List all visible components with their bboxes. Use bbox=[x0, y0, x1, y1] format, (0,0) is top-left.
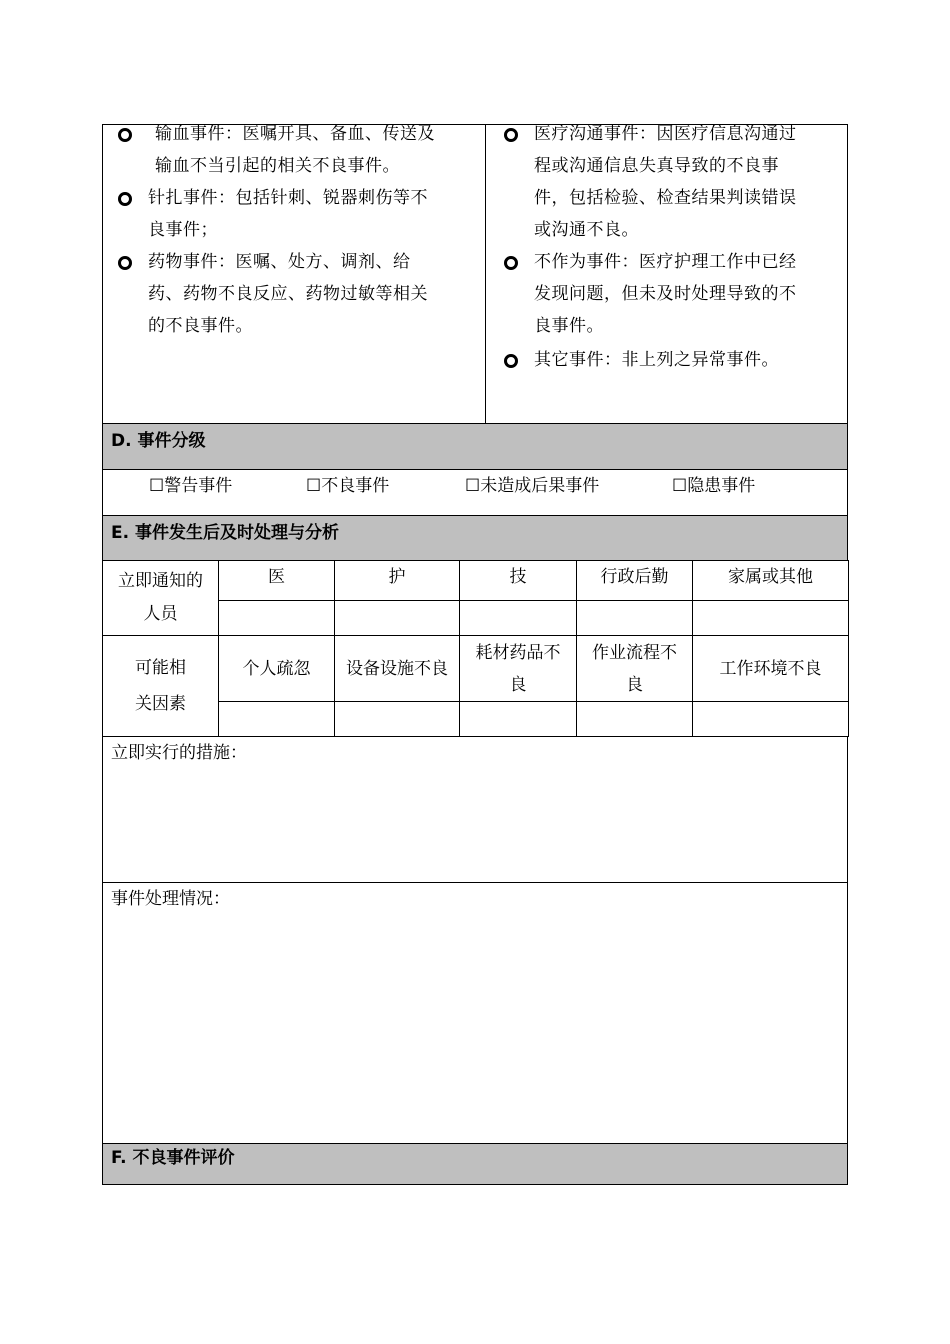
notify-cell-nurse[interactable] bbox=[335, 601, 460, 636]
checkbox-hidden-danger-event[interactable]: ☐隐患事件 bbox=[672, 476, 756, 496]
factor-header-materials: 耗材药品不良 bbox=[460, 636, 577, 702]
section-e-title: E. 事件发生后及时处理与分析 bbox=[111, 523, 339, 543]
notify-header-nurse: 护 bbox=[335, 561, 460, 601]
factor-cell-equipment[interactable] bbox=[335, 702, 460, 737]
factor-label: 可能相关因素 bbox=[103, 636, 219, 737]
checkbox-adverse-event[interactable]: ☐不良事件 bbox=[306, 476, 390, 496]
notify-header-technician: 技 bbox=[460, 561, 577, 601]
notify-header-family: 家属或其他 bbox=[693, 561, 849, 601]
notify-cell-doctor[interactable] bbox=[219, 601, 335, 636]
measures-area[interactable] bbox=[102, 736, 848, 883]
factor-cell-environment[interactable] bbox=[693, 702, 849, 737]
checkbox-warning-event[interactable]: ☐警告事件 bbox=[149, 476, 233, 496]
bullet-icon bbox=[118, 128, 132, 142]
factor-cell-process[interactable] bbox=[577, 702, 693, 737]
checkbox-no-consequence-event[interactable]: ☐未造成后果事件 bbox=[465, 476, 600, 496]
section-f-title: F. 不良事件评价 bbox=[111, 1148, 235, 1168]
handling-label: 事件处理情况： bbox=[111, 889, 230, 909]
factor-header-equipment: 设备设施不良 bbox=[335, 636, 460, 702]
analysis-table bbox=[102, 560, 849, 737]
bullet-icon bbox=[118, 256, 132, 270]
section-d-title: D. 事件分级 bbox=[111, 431, 206, 451]
factor-cell-materials[interactable] bbox=[460, 702, 577, 737]
notify-cell-technician[interactable] bbox=[460, 601, 577, 636]
factor-cell-personal[interactable] bbox=[219, 702, 335, 737]
bullet-text: 针扎事件：包括针刺、锐器刺伤等不 良事件； bbox=[148, 188, 428, 240]
factor-header-environment: 工作环境不良 bbox=[693, 636, 849, 702]
event-level-row bbox=[102, 470, 848, 516]
factor-header-personal: 个人疏忽 bbox=[219, 636, 335, 702]
factor-header-process: 作业流程不良 bbox=[577, 636, 693, 702]
section-e-header bbox=[102, 515, 848, 561]
section-f-header bbox=[102, 1143, 848, 1185]
bullet-icon bbox=[504, 128, 518, 142]
notify-cell-family[interactable] bbox=[693, 601, 849, 636]
notify-cell-admin[interactable] bbox=[577, 601, 693, 636]
bullet-text: 其它事件：非上列之异常事件。 bbox=[534, 350, 779, 370]
bullet-text: 输血事件：医嘱开具、备血、传送及 输血不当引起的相关不良事件。 bbox=[155, 124, 435, 176]
measures-label: 立即实行的措施： bbox=[111, 743, 247, 763]
bullet-text: 药物事件：医嘱、处方、调剂、给 药、药物不良反应、药物过敏等相关 的不良事件。 bbox=[148, 252, 428, 336]
notify-header-doctor: 医 bbox=[219, 561, 335, 601]
notify-label: 立即通知的人员 bbox=[103, 561, 219, 636]
bullet-icon bbox=[504, 354, 518, 368]
bullet-text: 不作为事件：医疗护理工作中已经 发现问题，但未及时处理导致的不 良事件。 bbox=[534, 252, 797, 336]
handling-area[interactable] bbox=[102, 882, 848, 1144]
bullet-text: 医疗沟通事件：因医疗信息沟通过 程或沟通信息失真导致的不良事 件，包括检验、检查结果判读错误 或沟通不良。 bbox=[534, 124, 797, 240]
bullet-icon bbox=[118, 192, 132, 206]
bullet-icon bbox=[504, 256, 518, 270]
notify-header-admin: 行政后勤 bbox=[577, 561, 693, 601]
section-d-header bbox=[102, 423, 848, 470]
